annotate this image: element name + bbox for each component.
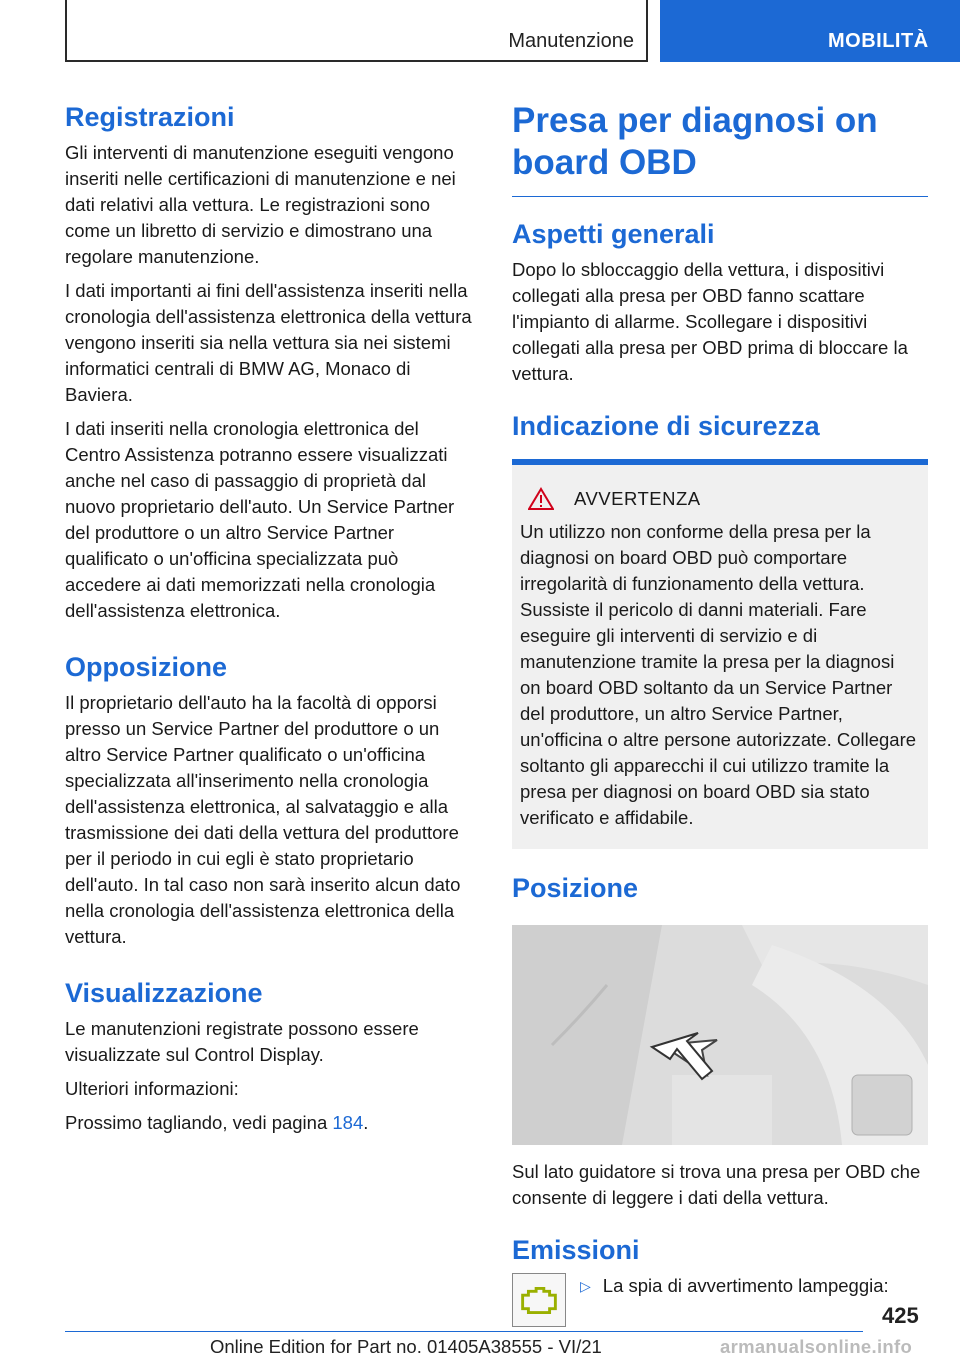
warning-label: AVVERTENZA	[574, 488, 701, 509]
opposizione-paragraph: Il proprietario dell'auto ha la facoltà di opporsi presso un Service Partner del produttore o un altro Service Partner qualificato o un'officina specializzata all'inserimento nella cronologia dell'assistenza elettronica, al salvataggio e alla trasmissione dei dati della vettura del produttore per il periodo in cui egli è stato proprietario dell'auto. In tal caso non sarà inserito alcun dato nella cronologia dell'assistenza elettronica della vettura.	[65, 692, 461, 947]
right-column	[512, 100, 928, 1327]
visualizzazione-paragraph-2: Ulteriori informazioni:	[65, 1078, 239, 1099]
page-number: 425	[882, 1303, 919, 1328]
obd-main-heading: Presa per diagnosi on board OBD	[512, 100, 928, 197]
engine-warning-lamp-icon	[512, 1273, 566, 1327]
emissioni-item	[512, 1273, 928, 1327]
left-column	[65, 100, 477, 1144]
indicazione-sicurezza-heading: Indicazione di sicurezza	[512, 411, 820, 441]
visualizzazione-paragraph-3	[65, 1110, 477, 1136]
footer-watermark: armanualsonline.info	[720, 1336, 913, 1357]
visualizzazione-paragraph-1: Le manutenzioni registrate possono essere visualizzate sul Control Display.	[65, 1018, 419, 1065]
registrazioni-paragraph-1: Gli interventi di manutenzione eseguiti vengono inseriti nelle certificazioni di manutenzione e nei dati relativi alla vettura. Le registrazioni sono come un libretto di servizio e dimostrano una regolare manutenzione.	[65, 142, 456, 267]
aspetti-generali-heading: Aspetti generali	[512, 219, 715, 249]
posizione-heading: Posizione	[512, 873, 639, 903]
registrazioni-paragraph-2: I dati importanti ai fini dell'assistenza inseriti nella cronologia dell'assistenza elettronica della vettura vengono inseriti sia nella vettura sia nei sistemi informatici centrali di BMW AG, Monaco di Baviera.	[65, 280, 472, 405]
aspetti-generali-paragraph: Dopo lo sbloccaggio della vettura, i dispositivi collegati alla presa per OBD fanno scattare l'impianto di allarme. Scollegare i dispositivi collegati alla presa per OBD prima di bloccare la vettura.	[512, 259, 908, 384]
header-section-box	[65, 0, 648, 62]
warning-box	[512, 459, 928, 849]
header-chapter-tab	[660, 0, 960, 62]
page-ref-suffix: .	[363, 1112, 369, 1133]
footer-divider	[65, 1331, 863, 1332]
warning-header	[520, 487, 920, 511]
header-section-title: Manutenzione	[508, 30, 634, 52]
header-chapter-title: MOBILITÀ	[828, 30, 929, 52]
page-ref-link[interactable]: 184	[332, 1112, 364, 1133]
opposizione-heading: Opposizione	[65, 652, 227, 682]
registrazioni-paragraph-3: I dati inseriti nella cronologia elettronica del Centro Assistenza potranno essere visualizzati anche nel caso di passaggio di proprietà dal nuovo proprietario dell'auto. Un Service Partner del produttore o un altro Service Partner qualificato o un'officina specializzata può accedere ai dati memorizzati nella cronologia dell'assistenza elettronica.	[65, 418, 455, 621]
visualizzazione-heading: Visualizzazione	[65, 978, 263, 1008]
page-ref-prefix: Prossimo tagliando, vedi pagina	[65, 1112, 333, 1133]
warning-text: Un utilizzo non conforme della presa per la diagnosi on board OBD può comportare irregolarità di funzionamento della vettura. Sussiste il pericolo di danni materiali. Fare eseguire gli interventi di servizio e di manutenzione tramite la presa per la diagnosi on board OBD soltanto da un Service Partner del produttore, un altro Service Partner, un'officina o altre persone autorizzate. Collegare soltanto gli apparecchi il cui utilizzo tramite la presa per diagnosi on board OBD sia stato verificato e affidabile.	[520, 521, 917, 828]
obd-location-illustration	[512, 925, 928, 1145]
warning-triangle-icon	[528, 487, 554, 511]
registrazioni-heading: Registrazioni	[65, 102, 235, 132]
bullet-triangle-icon: ▷	[580, 1278, 591, 1294]
posizione-caption: Sul lato guidatore si trova una presa per OBD che consente di leggere i dati della vettura.	[512, 1161, 921, 1208]
footer-edition: Online Edition for Part no. 01405A38555 - VI/21	[210, 1336, 602, 1357]
emissioni-heading: Emissioni	[512, 1235, 640, 1265]
emissioni-item-text: La spia di avvertimento lampeggia:	[602, 1275, 889, 1296]
